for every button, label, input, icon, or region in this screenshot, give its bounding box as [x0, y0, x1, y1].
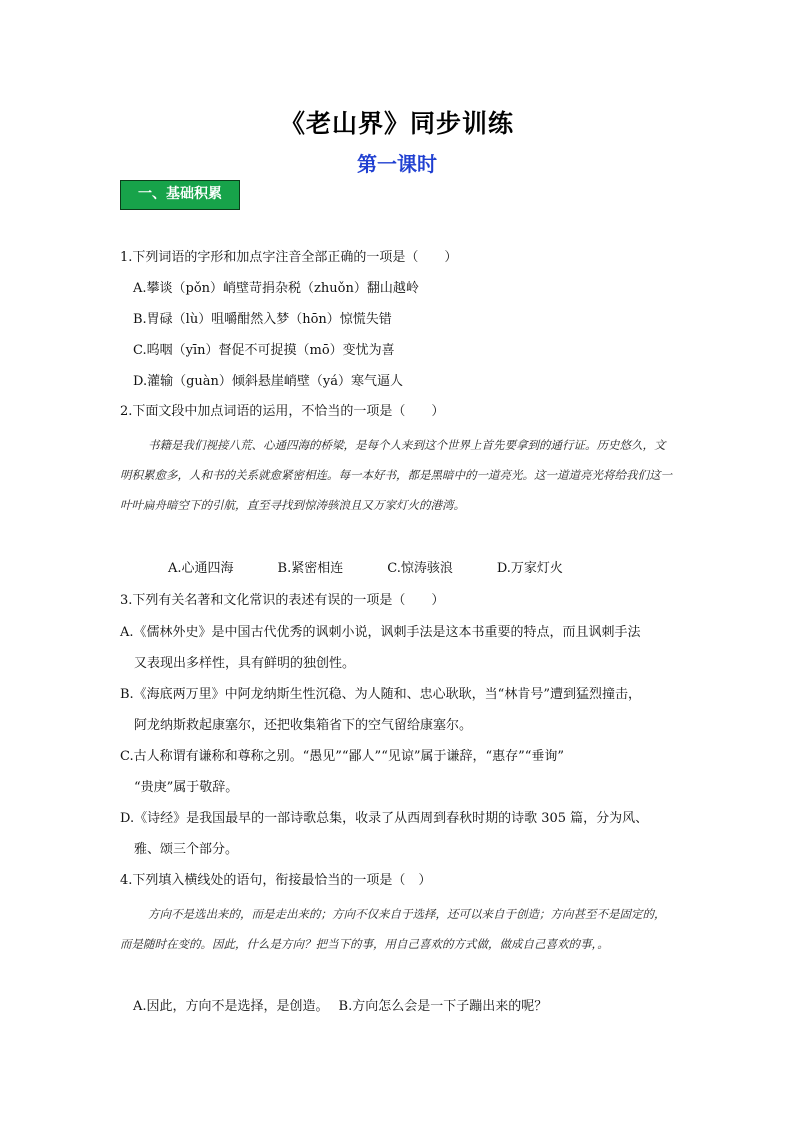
question-1-option-d: D.灌输（guàn）倾斜悬崖峭壁（yá）寒气逼人 — [133, 374, 404, 389]
question-4-passage: 方向不是选出来的，而是走出来的；方向不仅来自于选择，还可以来自于创造；方向甚至不是固定的，而是随时在变的。因此，什么是方向？把当下的事，用自己喜欢的方式做，做成自己喜欢的事，。 — [120, 907, 666, 951]
question-4-stem: 4.下列填入横线处的语句，衔接最恰当的一项是（ ） — [120, 873, 432, 888]
question-4-option-b: B.方向怎么会是一下子蹦出来的呢？ — [338, 999, 548, 1014]
question-3-option-b-line1: B.《海底两万里》中阿龙纳斯生性沉稳、为人随和、忠心耿耿，当“林肯号”遭到猛烈撞击， — [120, 687, 641, 702]
question-2-option-d: D.万家灯火 — [496, 561, 563, 576]
question-1-option-a: A.攀谈（pǒn）峭壁苛捐杂税（zhuǒn）翻山越岭 — [133, 281, 419, 296]
question-1-stem: 1.下列词语的字形和加点字注音全部正确的一项是（ ） — [120, 250, 458, 265]
question-3-option-c-line2: “贵庚”属于敬辞。 — [134, 780, 239, 795]
question-1-option-c: C.呜咽（yīn）督促不可捉摸（mō）变忧为喜 — [133, 343, 395, 358]
question-3-option-a-line1: A.《儒林外史》是中国古代优秀的讽刺小说，讽刺手法是这本书重要的特点，而且讽刺手法 — [120, 625, 641, 640]
question-3-option-c-line1: C.古人称谓有谦称和尊称之别。“愚见”“鄙人”“见谅”属于谦辞，“惠存”“垂询” — [120, 749, 565, 764]
question-3-option-d-line1: D.《诗经》是我国最早的一部诗歌总集，收录了从西周到春秋时期的诗歌 305 篇，分为风、 — [120, 811, 649, 826]
question-2-option-a: A.心通四海 — [168, 561, 234, 576]
question-4-options — [133, 998, 547, 1016]
section-heading: 一、基础积累 — [120, 180, 240, 210]
question-2-option-c: C.惊涛骇浪 — [387, 561, 453, 576]
page-title: 《老山界》同步训练 — [279, 109, 514, 138]
question-2-option-b: B.紧密相连 — [277, 561, 344, 576]
question-3-option-b-line2: 阿龙纳斯救起康塞尔，还把收集箱省下的空气留给康塞尔。 — [134, 718, 473, 733]
question-1-option-b: B.胃碌（lù）咀嚼酣然入梦（hōn）惊慌失错 — [133, 312, 392, 327]
question-3-option-d-line2: 雅、颂三个部分。 — [134, 842, 239, 857]
question-3-stem: 3.下列有关名著和文化常识的表述有误的一项是（ ） — [120, 593, 445, 608]
question-3-option-a-line2: 又表现出多样性，具有鲜明的独创性。 — [134, 656, 356, 671]
question-4-option-a: A.因此，方向不是选择，是创造。 — [133, 999, 329, 1014]
question-2-stem: 2.下面文段中加点词语的运用，不恰当的一项是（ ） — [120, 404, 445, 419]
page-subtitle: 第一课时 — [357, 152, 437, 176]
question-2-options — [168, 560, 563, 578]
question-2-passage: 书籍是我们视接八荒、心通四海的桥梁，是每个人来到这个世界上首先要拿到的通行证。历史悠久，文明积累愈多，人和书的关系就愈紧密相连。每一本好书，都是黑暗中的一道亮光。这一道道亮光将给我们这一叶叶扁舟暗空下的引航，直至寻找到惊涛骇浪且又万家灯火的港湾。 — [120, 438, 672, 512]
